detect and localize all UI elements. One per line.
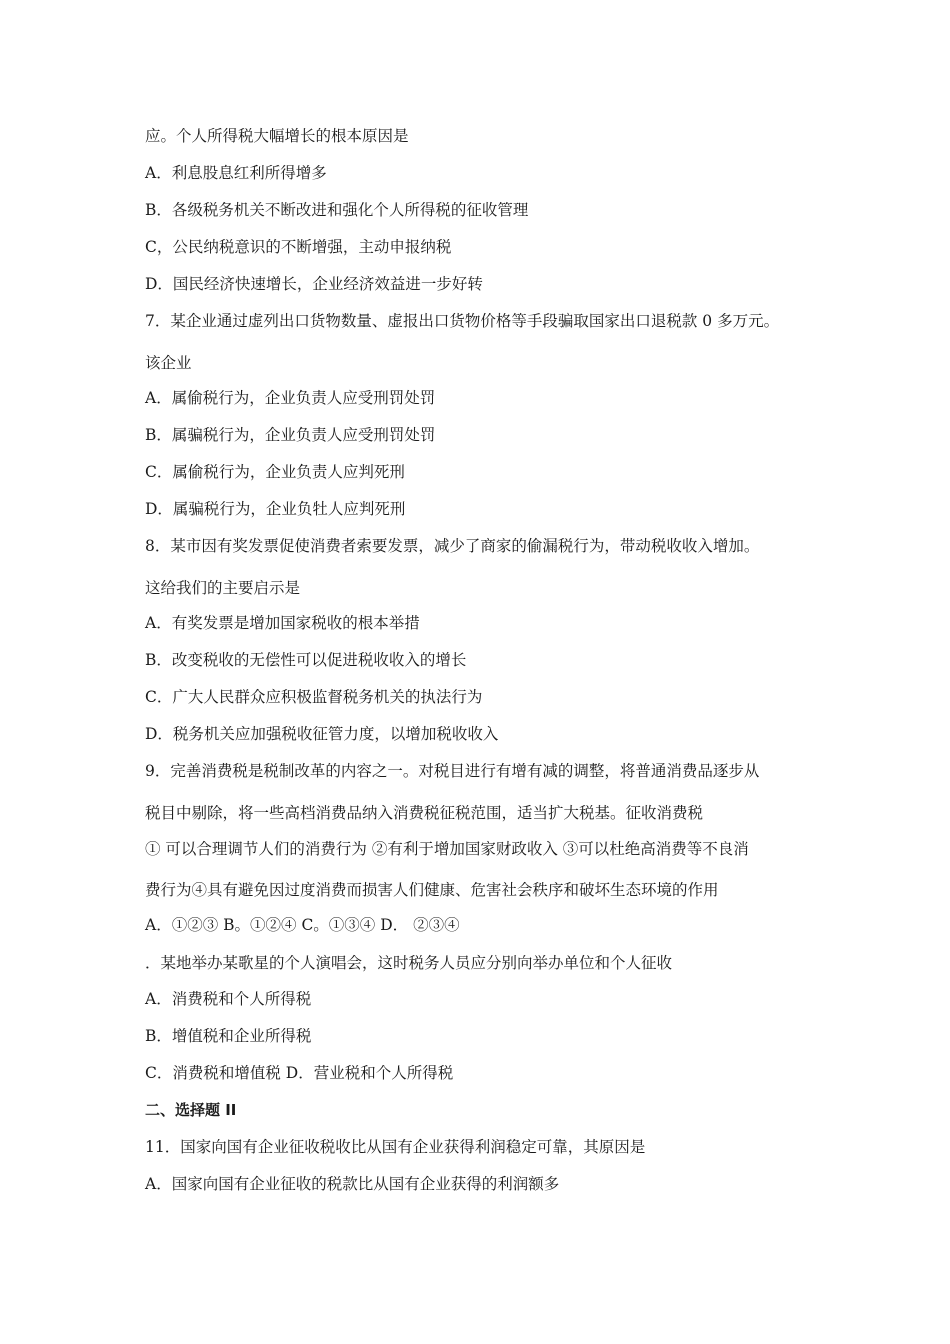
q6-option-d: D．国民经济快速增长，企业经济效益进一步好转 xyxy=(145,275,483,293)
q6-option-a: A．利息股息红利所得增多 xyxy=(145,164,327,182)
question-9-stem-cont: 税目中剔除，将一些高档消费品纳入消费税征税范围，适当扩大税基。征收消费税 xyxy=(145,804,704,822)
q8-option-d: D．税务机关应加强税收征管力度，以增加税收收入 xyxy=(145,725,499,743)
question-6-stem-end: 应。个人所得税大幅增长的根本原因是 xyxy=(145,127,409,145)
q8-option-a: A．有奖发票是增加国家税收的根本举措 xyxy=(145,614,420,632)
question-8-stem: 8．某市因有奖发票促使消费者索要发票，减少了商家的偷漏税行为，带动税收收入增加。 xyxy=(145,537,760,555)
question-8-stem-cont: 这给我们的主要启示是 xyxy=(145,579,301,597)
q8-option-c: C．广大人民群众应积极监督税务机关的执法行为 xyxy=(145,688,483,706)
q7-option-c: C．属偷税行为，企业负责人应判死刑 xyxy=(145,463,405,481)
q7-option-a: A．属偷税行为，企业负责人应受刑罚处罚 xyxy=(145,389,436,407)
q10-option-c-d: C．消费税和增值税 D．营业税和个人所得税 xyxy=(145,1064,454,1082)
q11-option-a: A．国家向国有企业征收的税款比从国有企业获得的利润额多 xyxy=(145,1175,560,1193)
q10-option-a: A．消费税和个人所得税 xyxy=(145,990,312,1008)
q8-option-b: B．改变税收的无偿性可以促进税收收入的增长 xyxy=(145,651,467,669)
question-7-stem-cont: 该企业 xyxy=(145,354,192,372)
question-9-stem: 9．完善消费税是税制改革的内容之一。对税目进行有增有减的调整，将普通消费品逐步从 xyxy=(145,762,760,780)
q6-option-c: C，公民纳税意识的不断增强，主动申报纳税 xyxy=(145,238,452,256)
q9-options: A．①②③ B。①②④ C。①③④ D． ②③④ xyxy=(145,916,460,934)
question-10-stem: ．某地举办某歌星的个人演唱会，这时税务人员应分别向举办单位和个人征收 xyxy=(145,954,673,972)
question-11-stem: 11．国家向国有企业征收税收比从国有企业获得利润稳定可靠，其原因是 xyxy=(145,1138,646,1156)
question-7-stem: 7．某企业通过虚列出口货物数量、虚报出口货物价格等手段骗取国家出口退税款 0 多万元。 xyxy=(145,312,780,330)
section-heading: 二、选择题 II xyxy=(145,1101,237,1119)
question-9-statements: ① 可以合理调节人们的消费行为 ②有利于增加国家财政收入 ③可以杜绝高消费等不良消 xyxy=(145,840,749,858)
q7-option-b: B．属骗税行为，企业负责人应受刑罚处罚 xyxy=(145,426,436,444)
q10-option-b: B．增值税和企业所得税 xyxy=(145,1027,312,1045)
question-9-statements-cont: 费行为④具有避免因过度消费而损害人们健康、危害社会秩序和破坏生态环境的作用 xyxy=(145,881,719,899)
q7-option-d: D．属骗税行为，企业负牡人应判死刑 xyxy=(145,500,406,518)
q6-option-b: B．各级税务机关不断改进和强化个人所得税的征收管理 xyxy=(145,201,529,219)
